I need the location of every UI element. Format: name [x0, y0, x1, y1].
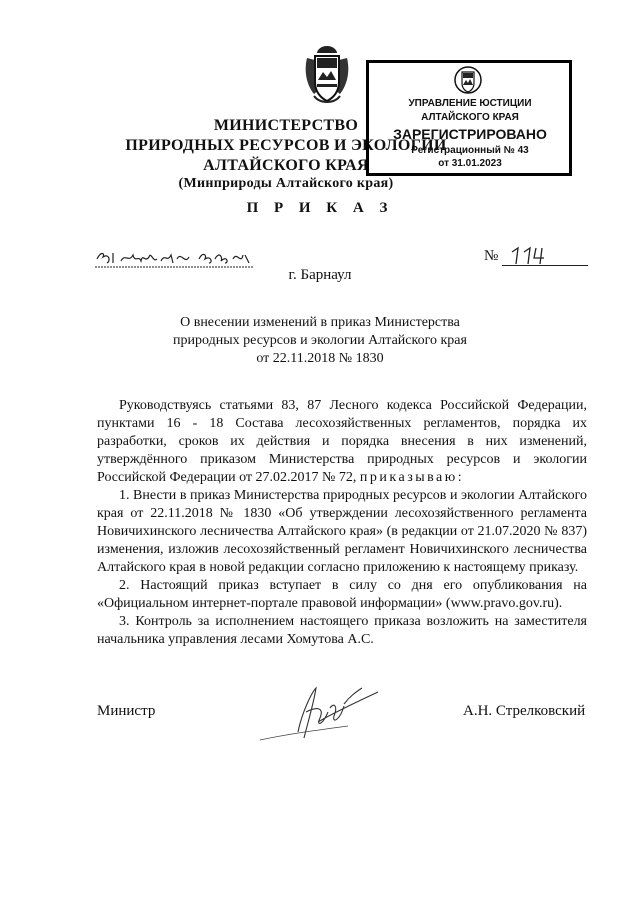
ministry-name-line1: МИНИСТЕРСТВО — [213, 117, 359, 134]
body-paragraph-1: 1. Внести в приказ Министерства природных ресурсов и экологии Алтайского края от 22.11.2018 № 1830 «Об утверждении лесохозяйственного регламента Новичихинского лесничества Алтайского края» (в редакции от 21.07.2020 № 837) изменения, изложив лесохозяйственный регламент Новичихинского лесничества Алтайского края в новой редакции согласно приложению к настоящему приказу. — [97, 488, 587, 575]
coat-of-arms-emblem — [302, 44, 352, 108]
ministry-name-line2: ПРИРОДНЫХ РЕСУРСОВ И ЭКОЛОГИИ — [125, 137, 447, 154]
handwritten-signature — [258, 682, 388, 746]
signatory-name: А.Н. Стрелковский — [463, 703, 586, 719]
body-paragraph-preamble — [97, 397, 587, 487]
city-line: г. Барнаул — [288, 267, 352, 283]
order-subject — [130, 314, 510, 368]
body-paragraph-3: 3. Контроль за исполнением настоящего приказа возложить на заместителя начальника управления лесами Хомутова А.С. — [97, 614, 587, 647]
ministry-name-line3: АЛТАЙСКОГО КРАЯ — [203, 157, 369, 174]
body-paragraph-2: 2. Настоящий приказ вступает в силу со дня его опубликования на «Официальном интернет-портале правовой информации» (www.pravo.gov.ru). — [97, 578, 587, 611]
stamp-registration-number: Регистрационный № 43 — [411, 145, 529, 156]
stamp-registration-date: от 31.01.2023 — [438, 158, 502, 169]
order-directive: приказываю: — [359, 470, 465, 485]
preamble-text: Руководствуясь статьями 83, 87 Лесного кодекса Российской Федерации, пунктами 16 - 18 Состава лесохозяйственных регламентов, порядка их разработки, сроков их действия и порядка внесения в них изменений, утверждённого приказом Министерства природных ресурсов и экологии Российской Федерации от 27.02.2017 № 72, — [97, 398, 587, 485]
subject-line3: от 22.11.2018 № 1830 — [256, 351, 384, 366]
signatory-position: Министр — [97, 703, 156, 719]
order-number-sign: № — [484, 248, 499, 264]
subject-line2: природных ресурсов и экологии Алтайского края — [173, 333, 467, 348]
document-type-title: П Р И К А З — [246, 200, 394, 216]
handwritten-order-number — [508, 244, 548, 266]
order-body — [97, 397, 587, 649]
stamp-org-line2: АЛТАЙСКОГО КРАЯ — [421, 112, 519, 123]
stamp-emblem-icon — [454, 63, 482, 97]
stamp-org-line1: УПРАВЛЕНИЕ ЮСТИЦИИ — [408, 98, 532, 109]
handwritten-date — [95, 247, 255, 269]
ministry-short-name: (Минприроды Алтайского края) — [178, 176, 394, 191]
stamp-status: ЗАРЕГИСТРИРОВАНО — [393, 126, 547, 142]
subject-line1: О внесении изменений в приказ Министерства — [180, 315, 460, 330]
